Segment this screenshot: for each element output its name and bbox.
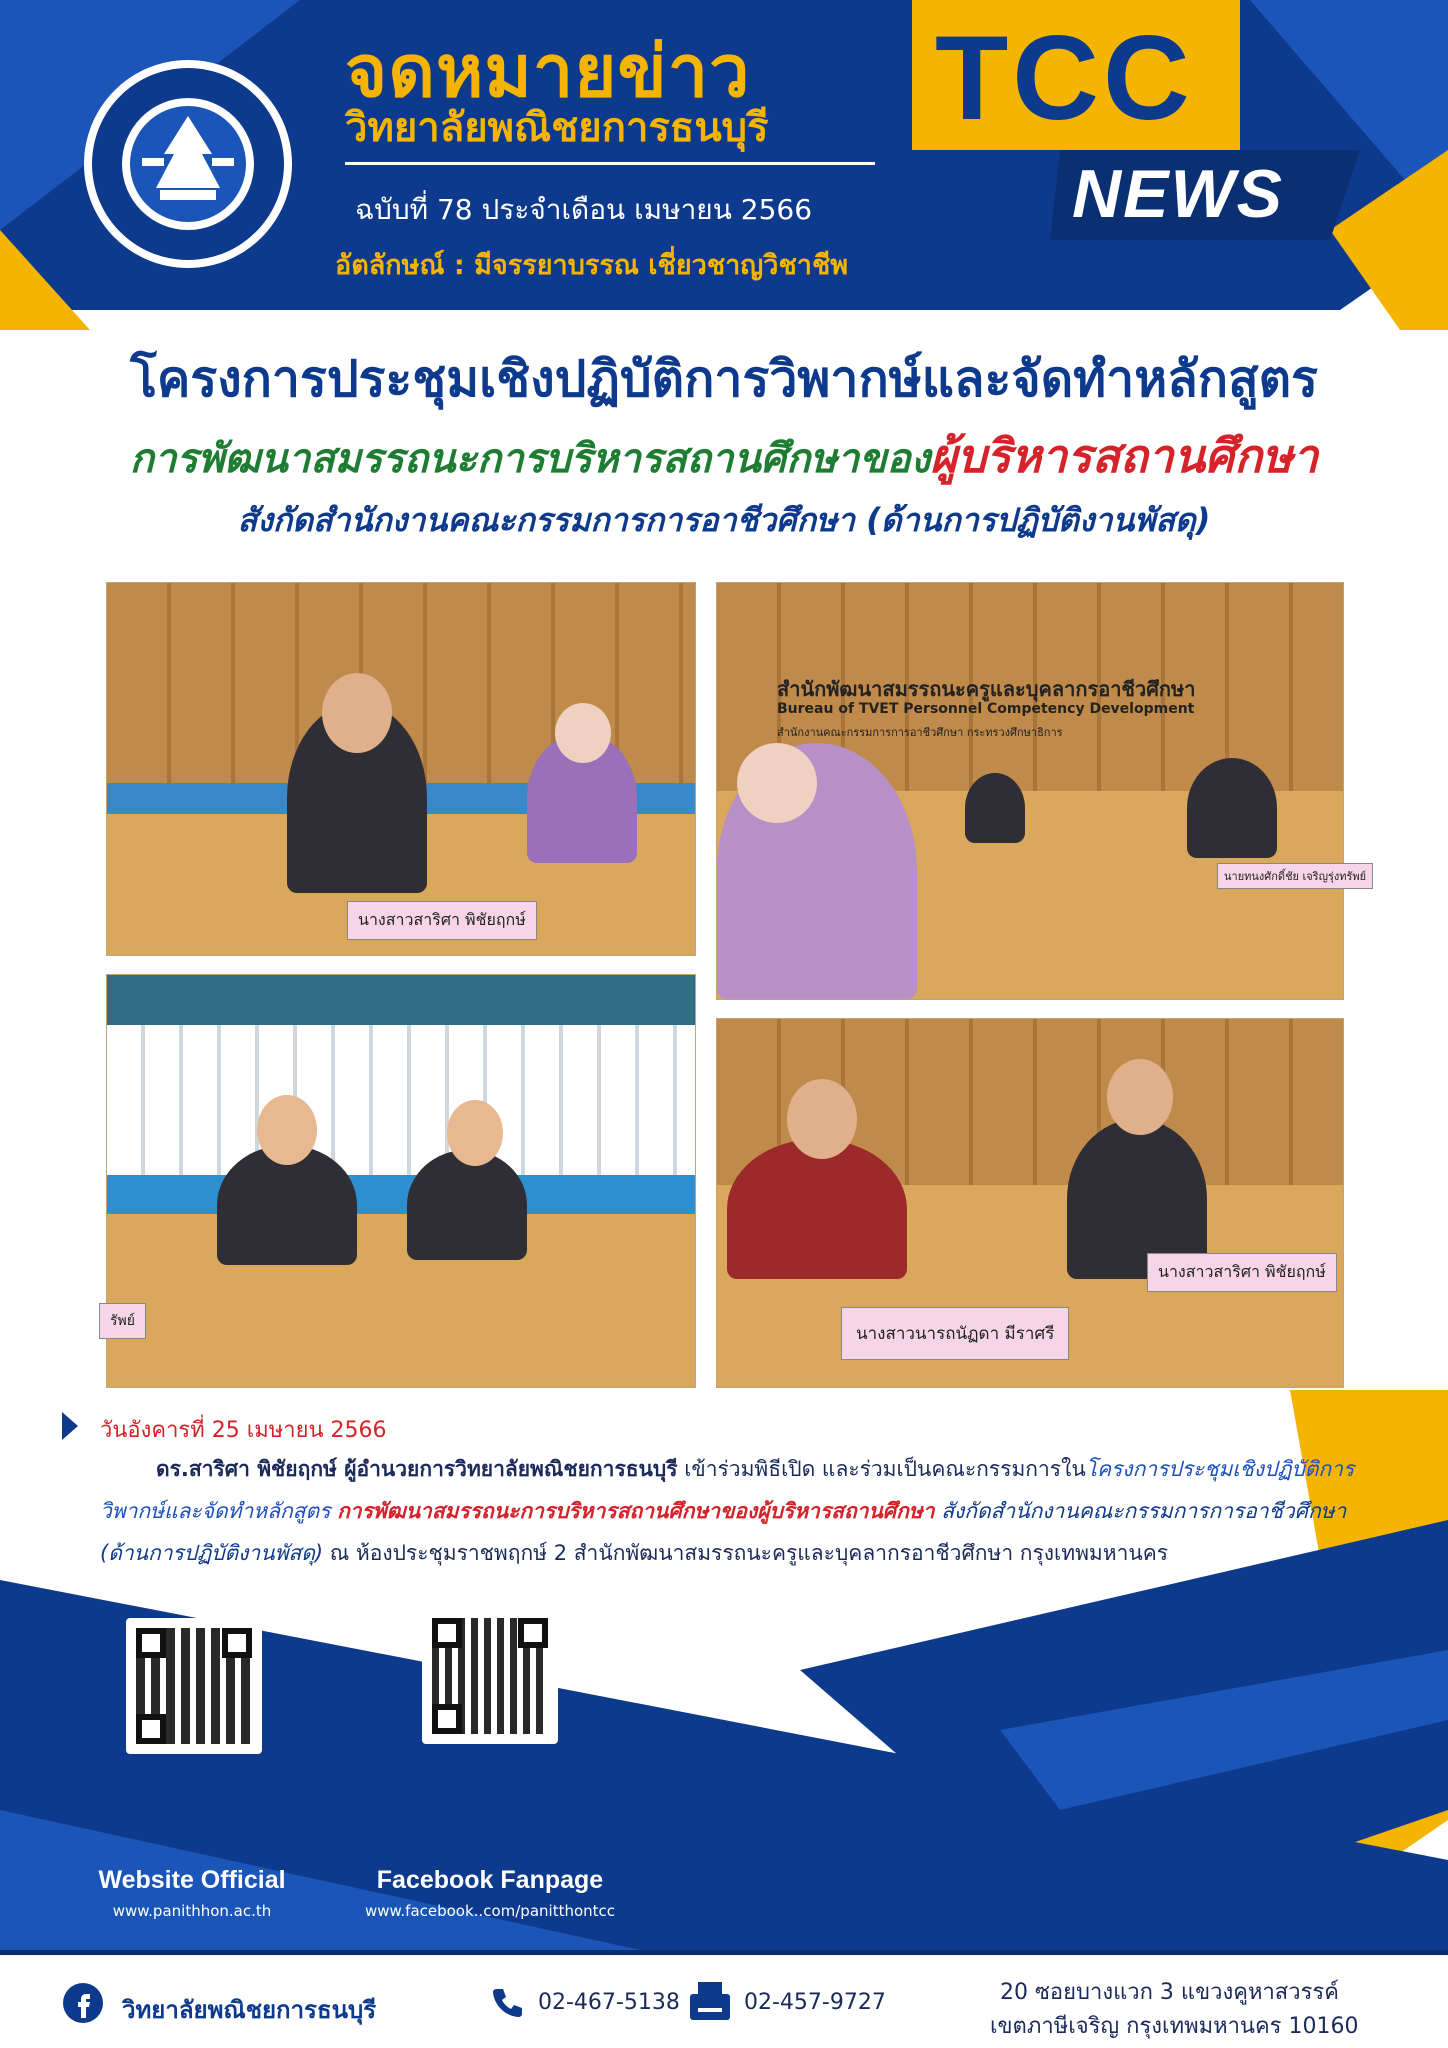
article-course: การพัฒนาสมรรถนะการบริหารสถานศึกษาของผู้บริหารสถานศึกษา — [337, 1499, 935, 1523]
facebook-qr-code[interactable] — [422, 1608, 558, 1744]
article-affiliation: สังกัดสำนักงานคณะกรรมการการอาชีวศึกษา (ด้านการปฏิบัติงานพัสดุ) — [100, 1499, 1347, 1565]
facebook-icon[interactable] — [62, 1982, 104, 2024]
headline-course-highlight: ผู้บริหารสถานศึกษา — [930, 429, 1319, 483]
newsletter-title: จดหมายข่าว — [345, 29, 751, 113]
headline-course — [0, 420, 1448, 493]
headline-course-text: การพัฒนาสมรรถนะการบริหารสถานศึกษาของ — [129, 436, 931, 482]
footer-fax: 02-457-9727 — [744, 1990, 886, 2015]
photo-2-nameplate: นายทนงศักดิ์ชัย เจริญรุ่งทรัพย์ — [1217, 863, 1373, 889]
footer-address-line-1: 20 ซอยบางแวก 3 แขวงคูหาสวรรค์ — [1000, 1980, 1339, 2005]
article-date: วันอังคารที่ 25 เมษายน 2566 — [100, 1418, 387, 1443]
identity-slogan: อัตลักษณ์ : มีจรรยาบรรณ เชี่ยวชาญวิชาชีพ — [335, 250, 849, 281]
website-qr-code[interactable] — [126, 1618, 262, 1754]
footer-phone: 02-467-5138 — [538, 1990, 680, 2015]
photo-3 — [106, 974, 696, 1388]
headline-affiliation: สังกัดสำนักงานคณะกรรมการการอาชีวศึกษา (ด้านการปฏิบัติงานพัสดุ) — [237, 501, 1211, 539]
phone-icon — [490, 1986, 524, 2020]
photo-2-sign-sub: สำนักงานคณะกรรมการการอาชีวศึกษา กระทรวงศึกษาธิการ — [777, 726, 1063, 739]
photo-4 — [716, 1018, 1344, 1388]
facebook-url[interactable]: www.facebook..com/panitthontcc — [364, 1902, 616, 1920]
college-logo-icon — [82, 58, 294, 270]
fax-icon — [686, 1980, 734, 2024]
website-url[interactable]: www.panithhon.ac.th — [112, 1902, 272, 1920]
article-project: โครงการประชุมเชิงปฏิบัติการวิพากษ์และจัดทำหลักสูตร — [100, 1457, 1355, 1523]
footer-college-name: วิทยาลัยพณิชยการธนบุรี — [122, 1996, 377, 2024]
college-name-title: วิทยาลัยพณิชยการธนบุรี — [345, 105, 769, 151]
issue-number: ฉบับที่ 78 ประจำเดือน เมษายน 2566 — [355, 193, 813, 226]
date-marker-icon — [62, 1412, 78, 1440]
article-body — [100, 1448, 1390, 1574]
headline-project: โครงการประชุมเชิงปฏิบัติการวิพากษ์และจัดทำหลักสูตร — [130, 350, 1318, 408]
article-location: ณ ห้องประชุมราชพฤกษ์ 2 สำนักพัฒนาสมรรถนะครูและบุคลากรอาชีวศึกษา กรุงเทพมหานคร — [323, 1541, 1169, 1565]
photo-1 — [106, 582, 696, 956]
photo-2 — [716, 582, 1367, 1000]
website-caption: Website Official — [98, 1866, 286, 1894]
brand-tcc: TCC — [935, 11, 1194, 145]
header-divider — [345, 162, 875, 165]
facebook-caption: Facebook Fanpage — [376, 1866, 604, 1894]
photo-2-sign-en: Bureau of TVET Personnel Competency Development — [777, 701, 1195, 717]
photo-3-nameplate: รัพย์ — [99, 1303, 146, 1339]
article-text-1: เข้าร่วมพิธีเปิด และร่วมเป็นคณะกรรมการใน — [677, 1457, 1086, 1481]
photo-4-nameplate-2: นางสาวสาริศา พิชัยฤกษ์ — [1147, 1253, 1337, 1292]
footer-address-line-2: เขตภาษีเจริญ กรุงเทพมหานคร 10160 — [990, 2014, 1359, 2039]
article-person: ดร.สาริศา พิชัยฤกษ์ ผู้อำนวยการวิทยาลัยพณิชยการธนบุรี — [156, 1457, 678, 1481]
photo-2-sign-th: สำนักพัฒนาสมรรถนะครูและบุคลากรอาชีวศึกษา — [777, 677, 1196, 701]
photo-4-nameplate-1: นางสาวนารถนัฏดา มีราศรี — [841, 1307, 1069, 1360]
photo-1-nameplate: นางสาวสาริศา พิชัยฤกษ์ — [347, 901, 537, 940]
brand-news: NEWS — [1072, 156, 1284, 232]
